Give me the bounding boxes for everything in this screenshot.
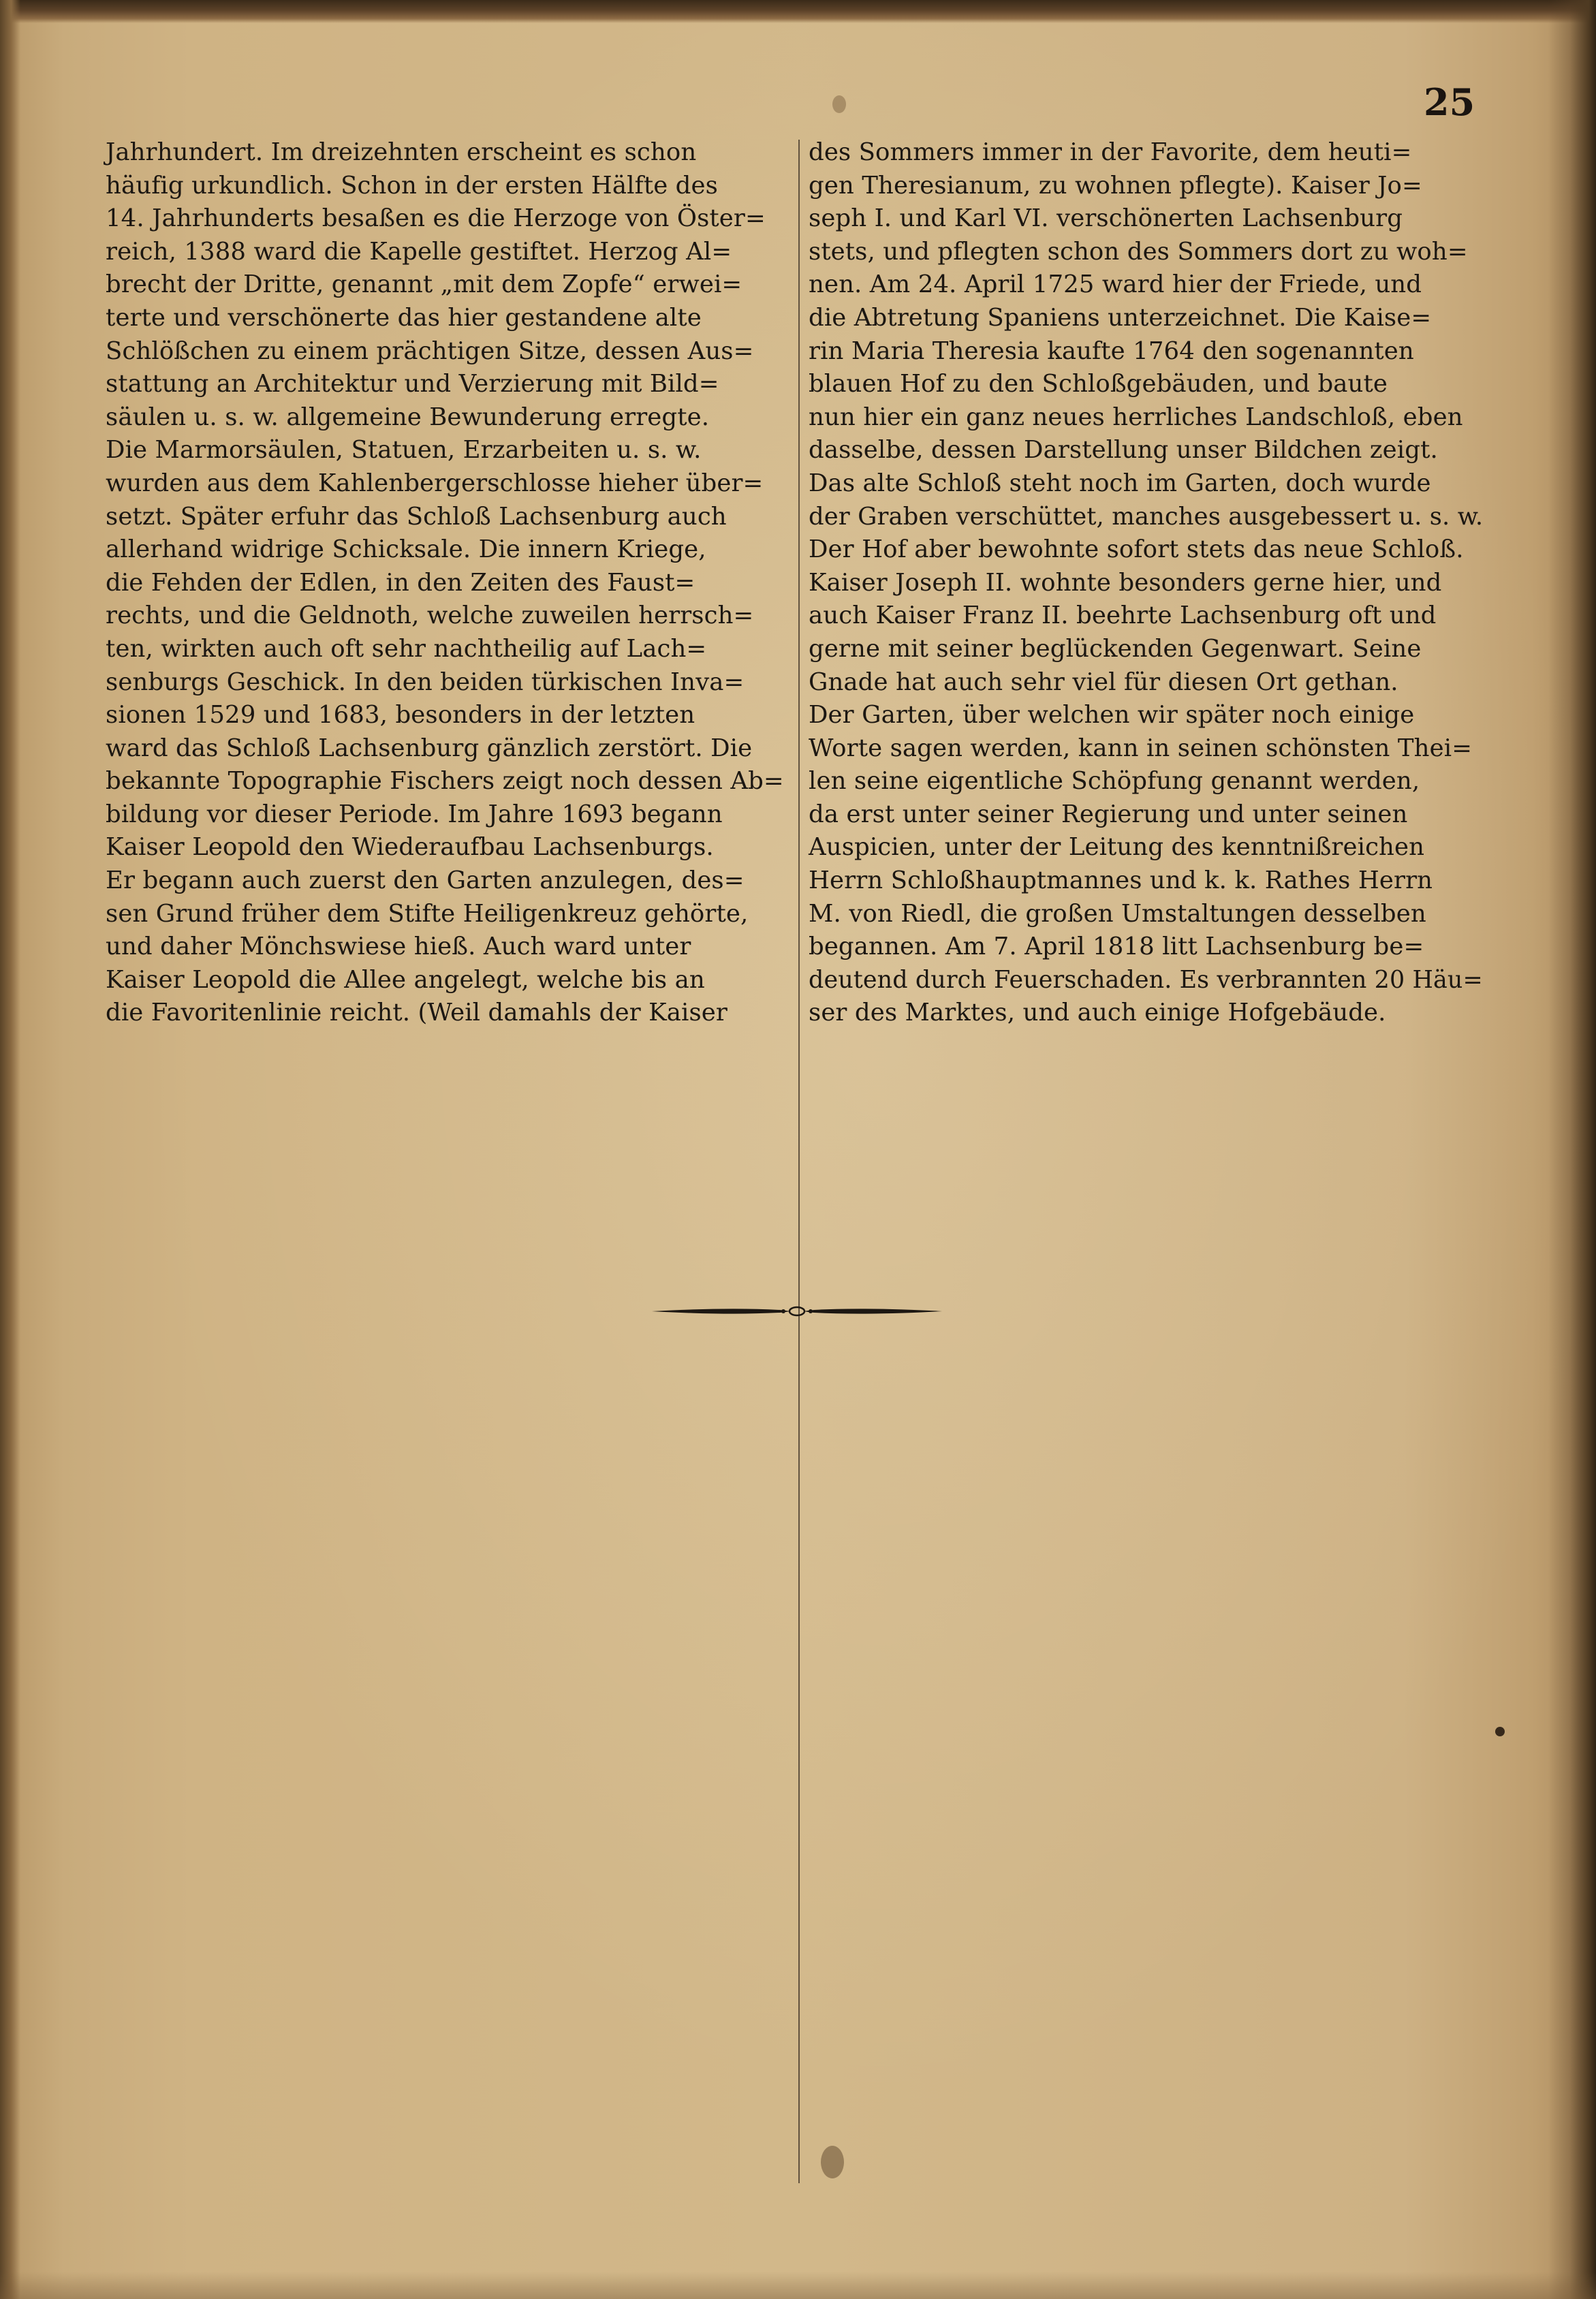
- page-top-edge: [0, 0, 1596, 23]
- page-bottom-edge: [0, 2272, 1596, 2299]
- text-line: Worte sagen werden, kann in seinen schönsten Thei=: [809, 734, 1473, 762]
- text-line: rin Maria Theresia kaufte 1764 den sogenannten: [809, 337, 1414, 365]
- text-line: senburgs Geschick. In den beiden türkischen Inva=: [106, 668, 745, 696]
- text-line: len seine eigentliche Schöpfung genannt werden,: [809, 767, 1420, 796]
- text-line: rechts, und die Geldnoth, welche zuweilen herrsch=: [106, 601, 754, 630]
- text-line: Kaiser Joseph II. wohnte besonders gerne hier, und: [809, 568, 1442, 597]
- text-line: der Graben verschüttet, manches ausgebessert u. s. w.: [809, 502, 1484, 531]
- text-line: da erst unter seiner Regierung und unter seinen: [809, 800, 1408, 828]
- text-line: stets, und pflegten schon des Sommers dort zu woh=: [809, 237, 1468, 266]
- text-line: ser des Marktes, und auch einige Hofgebäude.: [809, 999, 1386, 1027]
- text-line: seph I. und Karl VI. verschönerten Lachsenburg: [809, 204, 1403, 233]
- text-line: häufig urkundlich. Schon in der ersten Hälfte des: [106, 171, 718, 200]
- column-divider: [798, 140, 800, 2183]
- text-line: bildung vor dieser Periode. Im Jahre 1693 begann: [106, 800, 723, 828]
- text-line: begannen. Am 7. April 1818 litt Lachsenburg be=: [809, 933, 1424, 961]
- text-line: deutend durch Feuerschaden. Es verbrannten 20 Häu=: [809, 965, 1483, 994]
- text-line: säulen u. s. w. allgemeine Bewunderung erregte.: [106, 403, 710, 431]
- text-line: sen Grund früher dem Stifte Heiligenkreuz gehörte,: [106, 899, 749, 928]
- text-line: wurden aus dem Kahlenbergerschlosse hieher über=: [106, 469, 764, 497]
- text-line: die Abtretung Spaniens unterzeichnet. Die Kaise=: [809, 303, 1432, 332]
- text-line: nun hier ein ganz neues herrliches Landschloß, eben: [809, 403, 1463, 431]
- text-line: Der Hof aber bewohnte sofort stets das neue Schloß.: [809, 535, 1464, 564]
- text-line: Auspicien, unter der Leitung des kenntnißreichen: [809, 833, 1425, 862]
- foxing-spot: [1495, 1727, 1505, 1736]
- text-line: Der Garten, über welchen wir später noch einige: [809, 701, 1415, 730]
- ornamental-divider: [651, 1298, 943, 1325]
- text-line: terte und verschönerte das hier gestandene alte: [106, 303, 702, 332]
- text-line: reich, 1388 ward die Kapelle gestiftet. Herzog Al=: [106, 237, 732, 266]
- text-line: Die Marmorsäulen, Statuen, Erzarbeiten u. s. w.: [106, 436, 702, 465]
- text-line: dasselbe, dessen Darstellung unser Bildchen zeigt.: [809, 436, 1438, 465]
- text-line: die Fehden der Edlen, in den Zeiten des Faust=: [106, 568, 695, 597]
- text-line: ward das Schloß Lachsenburg gänzlich zerstört. Die: [106, 734, 753, 762]
- text-line: des Sommers immer in der Favorite, dem heuti=: [809, 138, 1412, 166]
- right-text-column: [809, 136, 1483, 1030]
- text-line: brecht der Dritte, genannt „mit dem Zopfe“ erwei=: [106, 270, 742, 299]
- text-line: setzt. Später erfuhr das Schloß Lachsenburg auch: [106, 502, 727, 531]
- page-binding-edge: [0, 0, 20, 2299]
- text-line: ten, wirkten auch oft sehr nachtheilig auf Lach=: [106, 634, 707, 663]
- text-line: M. von Riedl, die großen Umstaltungen desselben: [809, 899, 1426, 928]
- text-line: Gnade hat auch sehr viel für diesen Ort gethan.: [809, 668, 1398, 696]
- text-line: auch Kaiser Franz II. beehrte Lachsenburg oft und: [809, 601, 1437, 630]
- left-text-column: [106, 136, 794, 1030]
- text-line: Jahrhundert. Im dreizehnten erscheint es schon: [106, 138, 697, 166]
- page-outer-edge: [1548, 0, 1596, 2299]
- text-line: Er begann auch zuerst den Garten anzulegen, des=: [106, 866, 745, 895]
- text-line: die Favoritenlinie reicht. (Weil damahls der Kaiser: [106, 999, 727, 1027]
- text-line: Kaiser Leopold den Wiederaufbau Lachsenburgs.: [106, 833, 714, 862]
- text-line: sionen 1529 und 1683, besonders in der letzten: [106, 701, 695, 730]
- text-line: blauen Hof zu den Schloßgebäuden, und baute: [809, 370, 1388, 398]
- text-line: Kaiser Leopold die Allee angelegt, welche bis an: [106, 965, 705, 994]
- text-line: und daher Mönchswiese hieß. Auch ward unter: [106, 933, 691, 961]
- text-line: gerne mit seiner beglückenden Gegenwart. Seine: [809, 634, 1422, 663]
- foxing-spot: [832, 95, 846, 113]
- foxing-spot: [821, 2146, 844, 2178]
- text-line: nen. Am 24. April 1725 ward hier der Friede, und: [809, 270, 1422, 299]
- text-line: Schlößchen zu einem prächtigen Sitze, dessen Aus=: [106, 337, 754, 365]
- text-line: stattung an Architektur und Verzierung mit Bild=: [106, 370, 719, 398]
- text-line: Das alte Schloß steht noch im Garten, doch wurde: [809, 469, 1431, 497]
- text-line: bekannte Topographie Fischers zeigt noch dessen Ab=: [106, 767, 784, 796]
- text-line: 14. Jahrhunderts besaßen es die Herzoge von Öster=: [106, 204, 766, 233]
- text-line: Herrn Schloßhauptmannes und k. k. Rathes Herrn: [809, 866, 1433, 895]
- text-line: gen Theresianum, zu wohnen pflegte). Kaiser Jo=: [809, 171, 1422, 200]
- page-number: 25: [1424, 80, 1475, 124]
- text-line: allerhand widrige Schicksale. Die innern Kriege,: [106, 535, 706, 564]
